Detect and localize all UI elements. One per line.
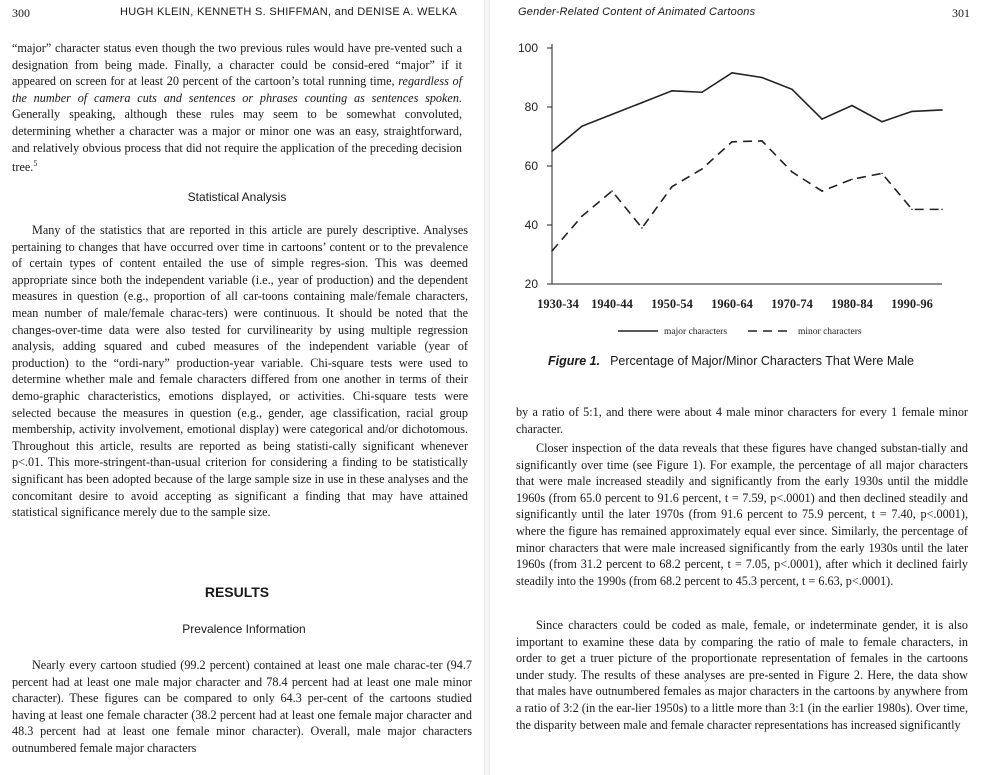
data-point <box>881 121 883 123</box>
figure-caption <box>548 354 914 368</box>
page-number: 301 <box>952 6 970 20</box>
paragraph-closer-inspection: Closer inspection of the data reveals that these figures have changed substan-tially and significantly over time (see Figure 1). For example, the percentage of all major characters that were male increased steadily and significantly from the early 1930s until the middle 1960s (from 65.0 percent to 91.6 percent, t = 7.59, p<.0001) and then declined steadily and significantly until the later 1970s (from 91.6 percent to 75.9 percent, t = 7.40, p<.0001), where the figure has remained approximately equal ever since. Similarly, the percentage of minor characters that were male increased significantly from the early 1930s until the later 1960s (from 31.2 percent to 68.2 percent, t = 7.05, p<.0001), after which it declined fairly steadily into the 1990s (from 68.2 percent to 45.3 percent, t = 6.63, p<.0001). <box>516 441 968 588</box>
data-point <box>641 227 643 229</box>
x-tick-label: 1940-44 <box>591 297 633 311</box>
series-line-minor <box>552 141 942 251</box>
data-point <box>581 215 583 217</box>
legend-label: major characters <box>664 327 728 337</box>
data-point <box>671 186 673 188</box>
data-point <box>821 190 823 192</box>
right-page <box>490 0 984 775</box>
data-point <box>551 250 553 252</box>
x-tick-label: 1930-34 <box>537 297 579 311</box>
series-line-major <box>552 73 942 151</box>
x-tick-label: 1980-84 <box>831 297 873 311</box>
paragraph-statistical-analysis: Many of the statistics that are reported in this article are purely descriptive. Analyses pertaining to changes that have occurred over time in cartoons’ content or to the prevalence of certain types of content entailed the use of simple regres-sion. This was deemed appropriate since both the independent variable (i.e., year of production) and the dependent measures in question (e.g., proportion of all car-toons containing male/female characters, mean number of male/female charac-ters) were continuous. It should be noted that the changes-over-time data were also tested for curvilinearity by using multiple regression analysis, adding squared and cubed measures of the independent variable (year of production) to the “ordi-nary” production-year variable. Chi-square tests were used to determine whether male and female characters differed from one another in terms of their demo-graphic characteristics, emotions displayed, or activities. Chi-square tests were selected because the measures in question (e.g., gender, age classification, racial group membership, activity involvement, emotional display) were categorical and/or dichotomous. Throughout this article, results are reported as being statisti-cally significant whenever p<.01. This more-stringent-than-usual criterion for considering a finding to be statistically significant has been adopted because of the large sample size in use in these analyses and the concomitant desire to avoid accepting as significant a finding that may have attained statistical significance merely due to the sample size. <box>12 223 468 520</box>
data-point <box>851 178 853 180</box>
paragraph-text: “major” character status even though the two previous rules would have pre-vented such a designation from being made. Finally, a character could be consid-ered “major” if it appeared on screen for at least 20 percent of the cartoon’s total running time, <box>12 41 462 89</box>
paragraph-ratio-analysis: Since characters could be coded as male, female, or indeterminate gender, it is also important to examine these data by comparing the ratio of male to female characters, in order to get a truer picture of the proportionate representation of females in the cartoons under study. The results of these analyses are pre-sented in Figure 2. Here, the data show that males have outnumbered females as major characters in the cartoons by anywhere from a ratio of 3:2 (in the ear-lier 1950s) to a little more than 3:1 (in the earlier 1980s). Over time, the disparity between male and female character representations has increased significantly <box>516 618 968 732</box>
y-tick-label: 40 <box>524 218 538 232</box>
data-point <box>881 173 883 175</box>
running-head-title: Gender-Related Content of Animated Cartoons <box>518 6 756 18</box>
x-tick-label: 1970-74 <box>771 297 813 311</box>
paragraph-major-character-rules <box>12 40 462 176</box>
data-point <box>611 114 613 116</box>
x-tick-label: 1960-64 <box>711 297 753 311</box>
data-point <box>911 209 913 211</box>
data-point <box>731 72 733 74</box>
data-point <box>671 90 673 92</box>
data-point <box>761 77 763 79</box>
y-tick-label: 60 <box>524 159 538 173</box>
paragraph-prevalence: Nearly every cartoon studied (99.2 percent) contained at least one male charac-ter (94.7 percent had at least one male major character and 78.4 percent had at least one male minor character). These figures can be compared to only 64.3 per-cent of the cartoons studied having at least one female character (38.2 percent had at least one female major character and 48.3 percent had at least one female minor character). Overall, male major characters outnumbered female major characters <box>12 658 472 755</box>
figure-caption-text: Percentage of Major/Minor Characters That Were Male <box>610 354 914 368</box>
heading-prevalence-information: Prevalence Information <box>182 622 306 636</box>
data-point <box>911 111 913 113</box>
paragraph-text: Generally speaking, although these rules may seem to be somewhat convoluted, determining whether a character was a major or minor one was an easy, straightforward, and relatively obvious process that did not require the application of the preceding decision tree. <box>12 107 462 175</box>
y-tick-label: 20 <box>524 277 538 291</box>
legend-label: minor characters <box>798 327 862 337</box>
data-point <box>941 109 943 111</box>
data-point <box>701 168 703 170</box>
data-point <box>731 141 733 143</box>
heading-statistical-analysis: Statistical Analysis <box>187 190 287 204</box>
heading-results: RESULTS <box>204 584 270 600</box>
data-point <box>851 105 853 107</box>
y-tick-label: 100 <box>517 41 538 55</box>
paragraph-ratio: by a ratio of 5:1, and there were about 4 male minor characters for every 1 female minor character. <box>516 405 968 436</box>
y-tick-label: 80 <box>524 100 538 114</box>
data-point <box>821 118 823 120</box>
paragraph-italic-text: regardless of the number of camera cuts and sentences or phrases counting as sentences spoken. <box>12 74 462 105</box>
figure-1-line-chart <box>490 30 984 350</box>
running-head-authors: HUGH KLEIN, KENNETH S. SHIFFMAN, and DENISE A. WELKA <box>120 6 458 18</box>
data-point <box>791 89 793 91</box>
data-point <box>941 209 943 211</box>
data-point <box>701 91 703 93</box>
data-point <box>581 125 583 127</box>
figure-label: Figure 1. <box>548 354 601 368</box>
data-point <box>761 140 763 142</box>
data-point <box>641 102 643 104</box>
data-point <box>611 190 613 192</box>
x-tick-label: 1950-54 <box>651 297 693 311</box>
page-number: 300 <box>12 6 30 20</box>
footnote-marker: 5 <box>33 159 38 169</box>
data-point <box>551 150 553 152</box>
left-page <box>0 0 484 775</box>
data-point <box>791 171 793 173</box>
x-tick-label: 1990-96 <box>891 297 933 311</box>
